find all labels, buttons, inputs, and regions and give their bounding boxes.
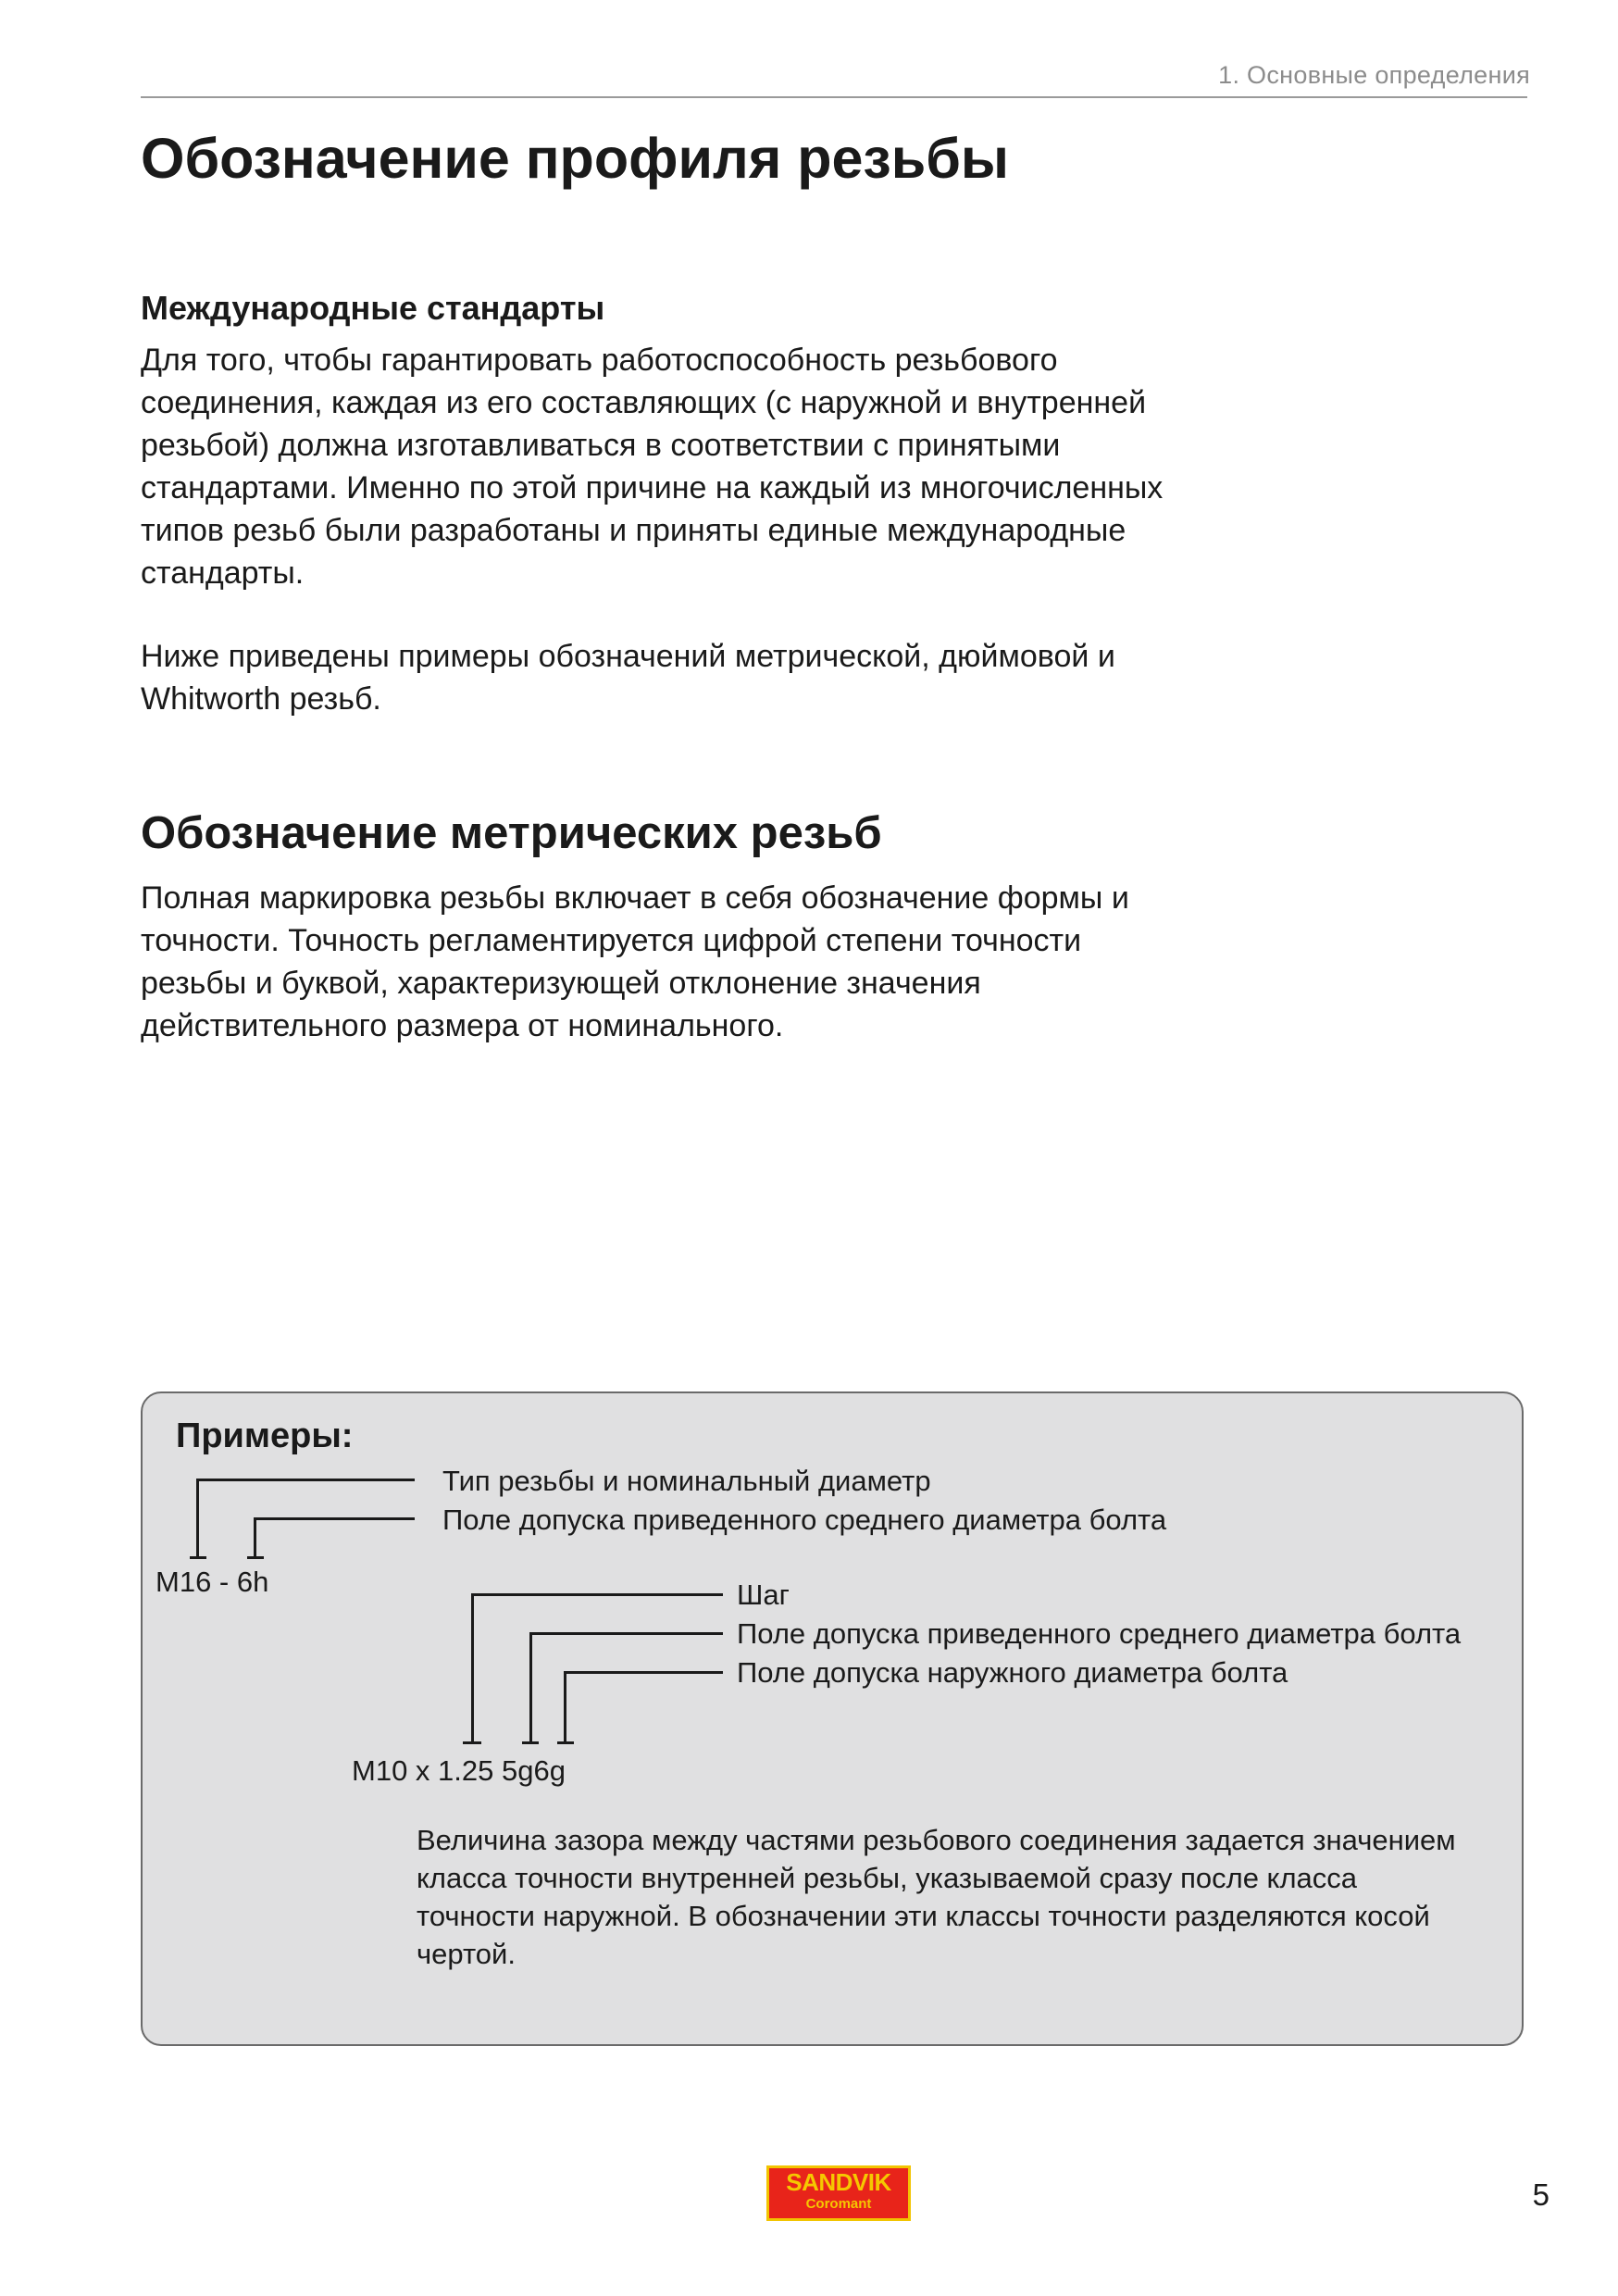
- sandvik-coromant-logo: [766, 2165, 911, 2221]
- logo-line-1: SANDVIK: [786, 2168, 891, 2196]
- page-number: 5: [1532, 2177, 1550, 2212]
- example1-label-thread-type: Тип резьбы и номинальный диаметр: [442, 1465, 931, 1497]
- example1-label-pitch-tolerance: Поле допуска приведенного среднего диаметра болта: [442, 1504, 1167, 1536]
- international-standards-heading: Международные стандарты: [141, 289, 605, 327]
- example2-label-pitch: Шаг: [737, 1578, 790, 1611]
- example2-label-pitch-diameter-tolerance: Поле допуска приведенного среднего диаметра болта: [737, 1617, 1462, 1650]
- standards-paragraph: Для того, чтобы гарантировать работоспособность резьбового соединения, каждая из его составляющих (с наружной и внутренней резьбой) должна изготавливаться в соответствии с принятыми стандартами. Именно по этой причине на каждый из многочисленных типов резьб были разработаны и приняты единые международные стандарты.: [141, 343, 1164, 591]
- examples-intro-paragraph: Ниже приведены примеры обозначений метрической, дюймовой и Whitworth резьб.: [141, 639, 1115, 717]
- examples-title: Примеры:: [176, 1416, 354, 1455]
- logo-line-2: Coromant: [805, 2196, 872, 2212]
- examples-box: [141, 1391, 1524, 2046]
- example1-designation: M16 - 6h: [156, 1566, 269, 1598]
- page-title: Обозначение профиля резьбы: [141, 127, 1010, 190]
- metric-threads-heading: Обозначение метрических резьб: [141, 808, 882, 858]
- clearance-note: Величина зазора между частями резьбового соединения задается значением класса точности внутренней резьбы, указываемой сразу после класса точности наружной. В обозначении эти классы точности разделяются косой чертой.: [417, 1824, 1456, 1970]
- metric-threads-paragraph: Полная маркировка резьбы включает в себя обозначение формы и точности. Точность регламентируется цифрой степени точности резьбы и буквой, характеризующей отклонение значения действительного размера от номинального.: [141, 880, 1129, 1043]
- example2-label-major-diameter-tolerance: Поле допуска наружного диаметра болта: [737, 1656, 1288, 1689]
- header-rule: [141, 96, 1527, 98]
- example2-designation: M10 x 1.25 5g6g: [352, 1754, 566, 1787]
- running-head: 1. Основные определения: [1218, 61, 1530, 89]
